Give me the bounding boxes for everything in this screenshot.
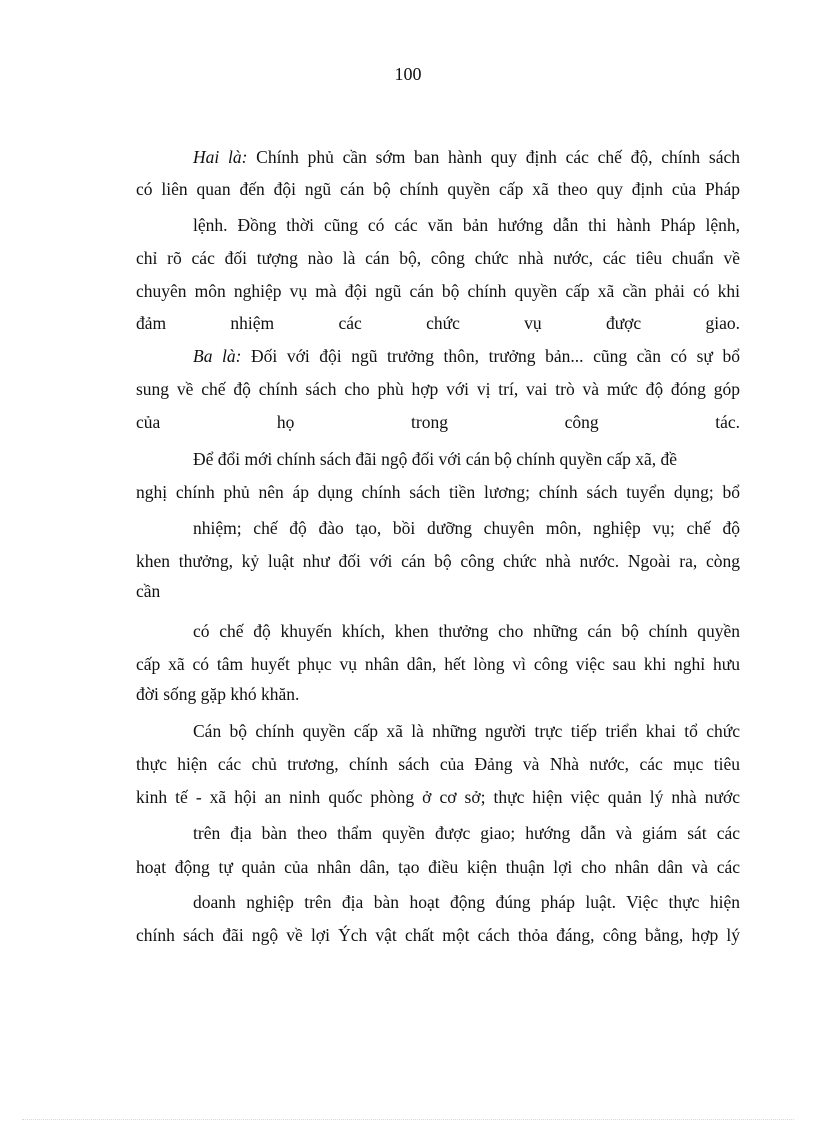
line-text: Đối với đội ngũ trưởng thôn, trưởng bản... cũng cần có sự bổ (241, 346, 740, 366)
text-line: doanh nghiệp trên địa bàn hoạt động đúng pháp luật. Việc thực hiện (193, 892, 740, 912)
page-bottom-divider (22, 1119, 794, 1120)
text-line (193, 344, 740, 368)
text-line: Để đổi mới chính sách đãi ngộ đối với cán bộ chính quyền cấp xã, đề (193, 449, 678, 469)
text-line: thực hiện các chủ trương, chính sách của Đảng và Nhà nước, các mục tiêu (136, 754, 740, 774)
text-line: Cán bộ chính quyền cấp xã là những người trực tiếp triển khai tổ chức (193, 721, 740, 741)
text-line: có liên quan đến đội ngũ cán bộ chính quyền cấp xã theo quy định của Pháp (136, 179, 740, 199)
text-line: kinh tế - xã hội an ninh quốc phòng ở cơ sở; thực hiện việc quản lý nhà nước (136, 787, 740, 807)
text-line: nhiệm; chế độ đào tạo, bồi dưỡng chuyên môn, nghiệp vụ; chế độ (193, 518, 740, 538)
text-line: lệnh. Đồng thời cũng có các văn bản hướng dẫn thi hành Pháp lệnh, (193, 215, 740, 235)
text-line: chỉ rõ các đối tượng nào là cán bộ, công chức nhà nước, các tiêu chuẩn về (136, 248, 740, 268)
text-line: khen thưởng, kỷ luật như đối với cán bộ công chức nhà nước. Ngoài ra, còng (136, 551, 740, 571)
text-line: trên địa bàn theo thẩm quyền được giao; hướng dẫn và giám sát các (193, 823, 740, 843)
text-line: cấp xã có tâm huyết phục vụ nhân dân, hết lòng vì công việc sau khi nghỉ hưu (136, 654, 740, 674)
text-line: cần (136, 581, 161, 601)
text-line: có chế độ khuyến khích, khen thưởng cho những cán bộ chính quyền (193, 621, 740, 641)
line-text: Chính phủ cần sớm ban hành quy định các chế độ, chính sách (247, 147, 740, 167)
text-line: của họ trong công tác. (136, 412, 740, 432)
text-line: chuyên môn nghiệp vụ mà đội ngũ cán bộ chính quyền cấp xã cần phải có khi (136, 281, 740, 301)
paragraph-lead: Hai là: (193, 147, 248, 167)
paragraph-lead: Ba là: (193, 346, 242, 366)
text-line: chính sách đãi ngộ về lợi Ých vật chất một cách thỏa đáng, công bằng, hợp lý (136, 925, 740, 945)
text-line: nghị chính phủ nên áp dụng chính sách tiền lương; chính sách tuyển dụng; bổ (136, 482, 740, 502)
text-line: đời sống gặp khó khăn. (136, 684, 300, 704)
text-line: đảm nhiệm các chức vụ được giao. (136, 313, 740, 333)
text-line: hoạt động tự quản của nhân dân, tạo điều kiện thuận lợi cho nhân dân và các (136, 857, 740, 877)
text-line: sung về chế độ chính sách cho phù hợp với vị trí, vai trò và mức độ đóng góp (136, 379, 740, 399)
text-line (193, 145, 740, 169)
page-number: 100 (394, 64, 422, 84)
